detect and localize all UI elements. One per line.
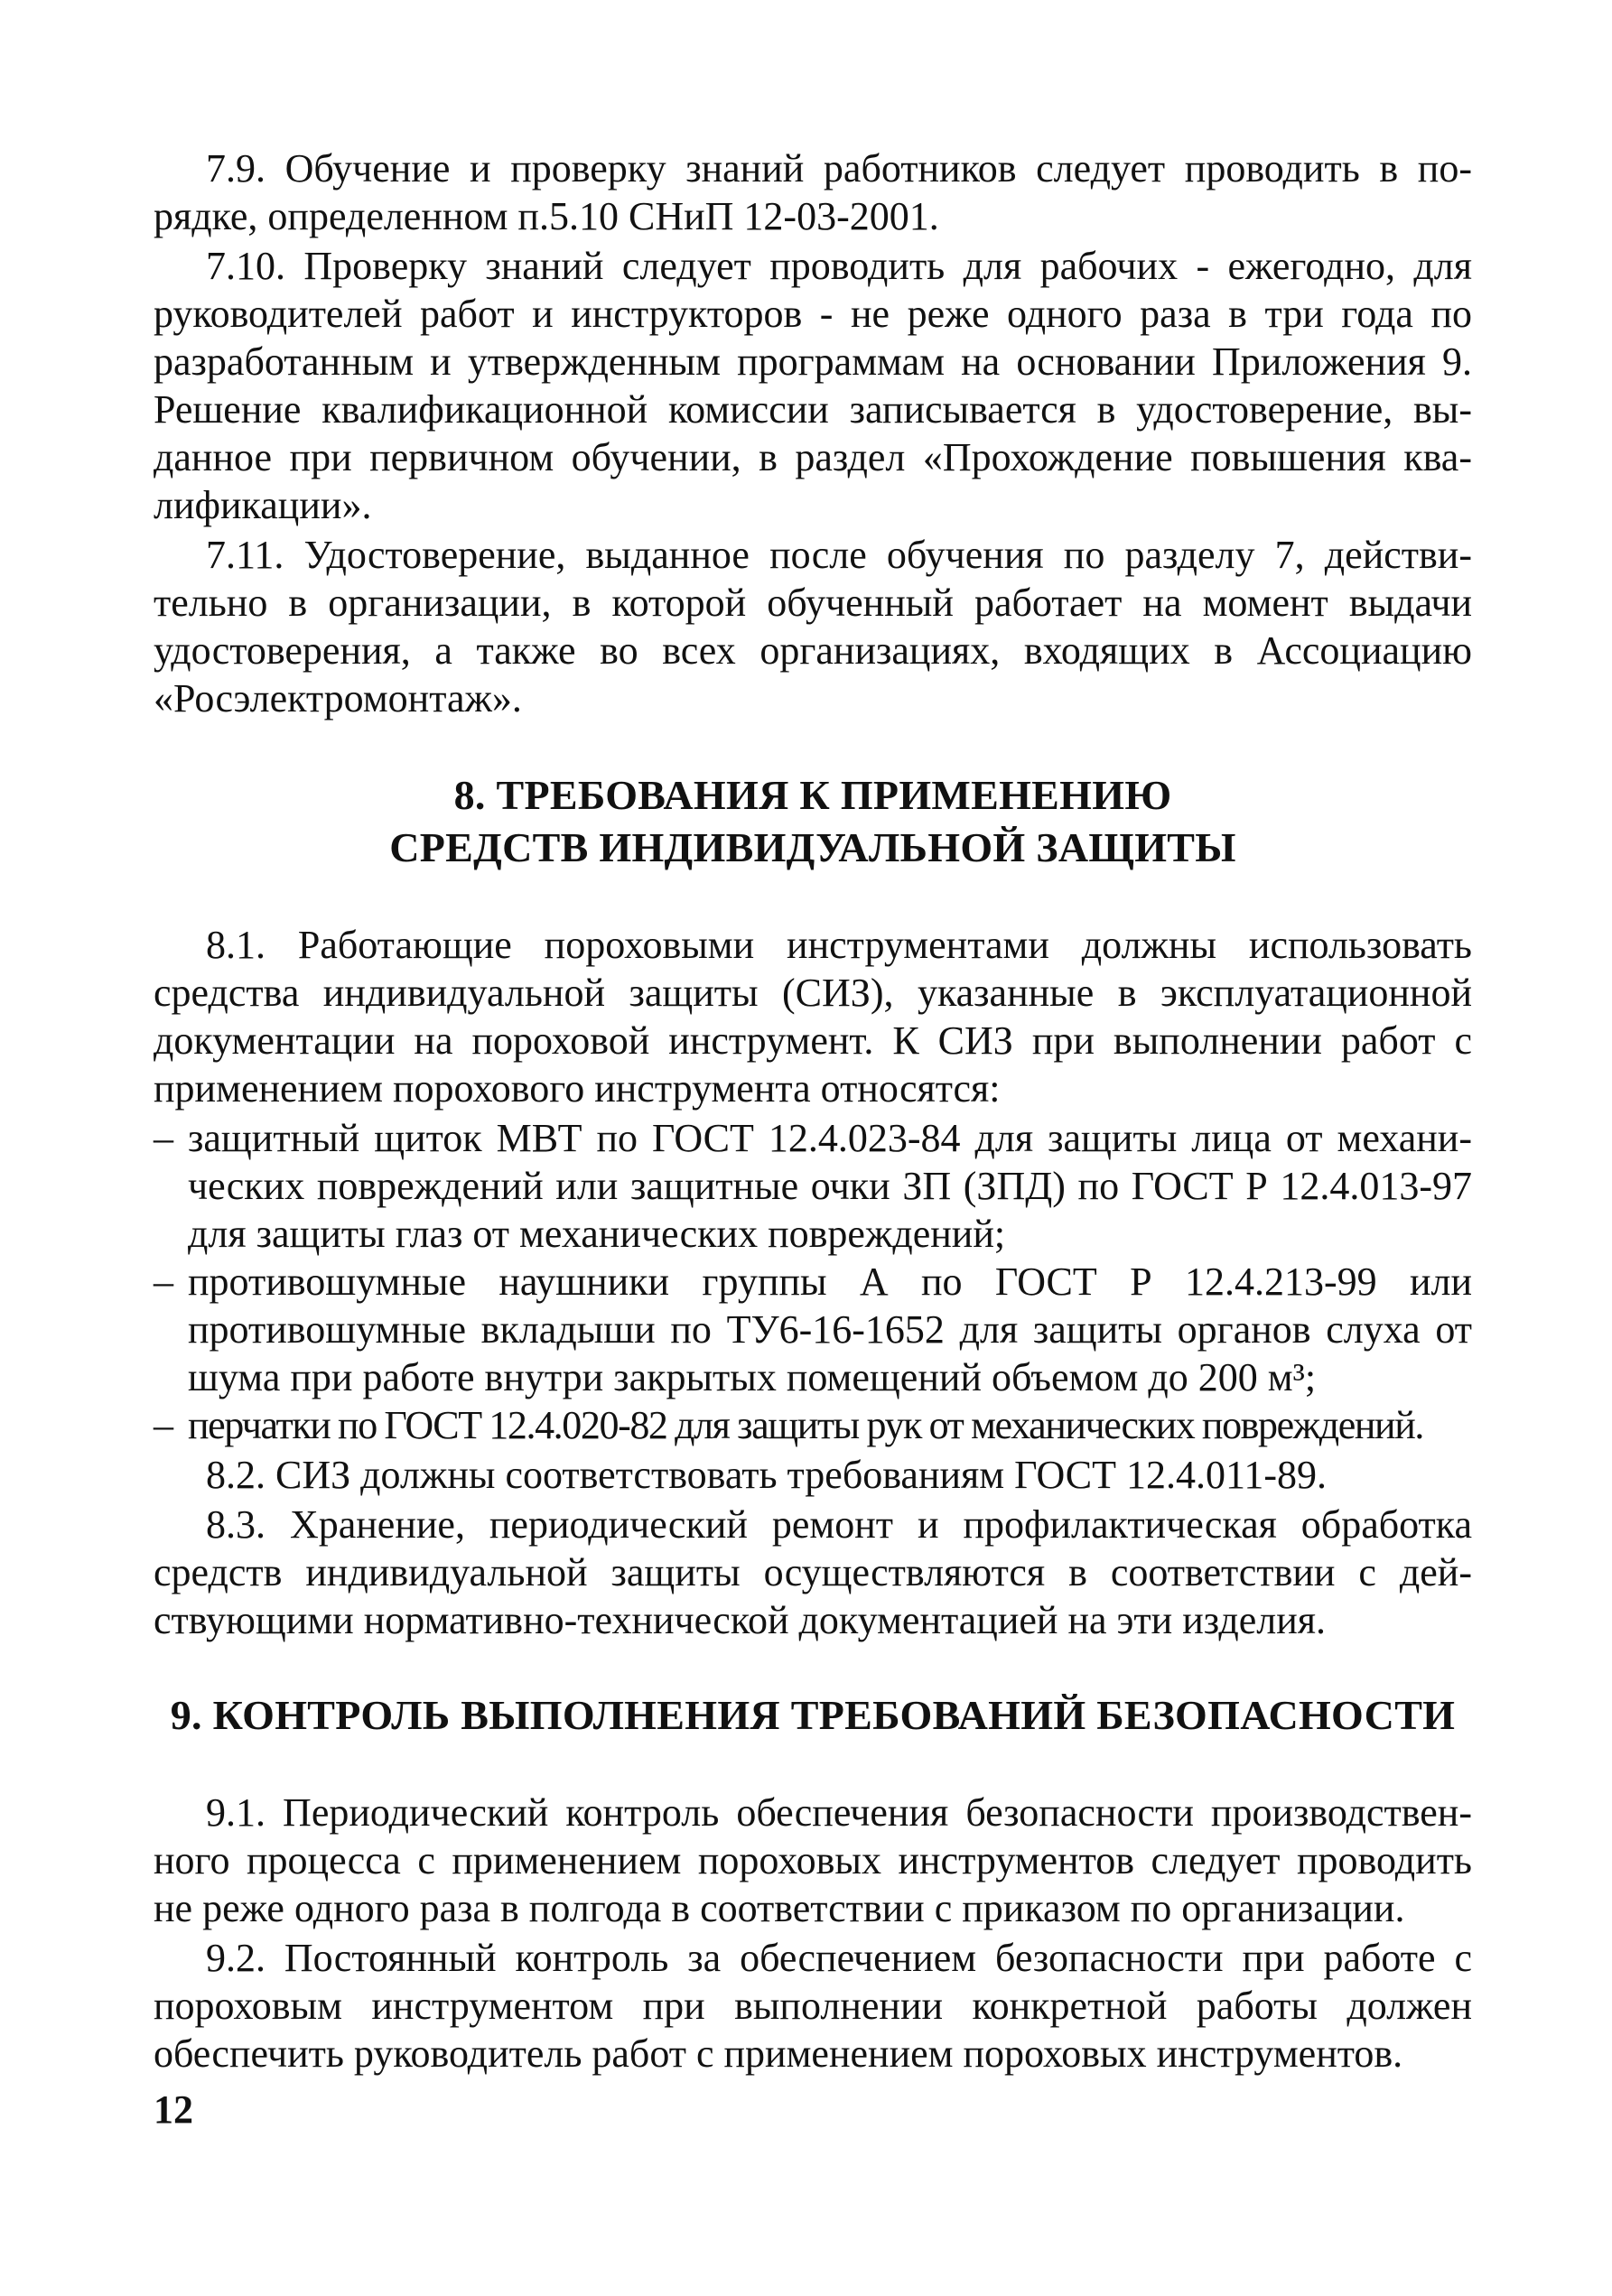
paragraph-7-9: 7.9. Обучение и проверку знаний работников следует проводить в порядке, определенном п.5.10 СНиП 12-03-2001.	[154, 146, 1472, 238]
list-dash: –	[154, 1260, 173, 1304]
ppe-list-item	[154, 1401, 1472, 1449]
section-8-heading-line-1: 8. ТРЕБОВАНИЯ К ПРИМЕНЕНИЮ	[453, 772, 1172, 818]
ppe-list	[154, 1114, 1472, 1449]
paragraph-8-3: 8.3. Хранение, периодический ремонт и профилактическая обработка средств индивидуальной защиты осуществляются в соответствии с действующими нормативно-технической документацией на эти изделия.	[154, 1502, 1472, 1642]
list-dash: –	[154, 1403, 172, 1447]
section-9-heading: 9. КОНТРОЛЬ ВЫПОЛНЕНИЯ ТРЕБОВАНИЙ БЕЗОПАСНОСТИ	[170, 1692, 1456, 1738]
section-8-heading	[154, 769, 1472, 874]
document-page	[154, 144, 1472, 2079]
ppe-list-item-text: защитный щиток МВТ по ГОСТ 12.4.023-84 для защиты лица от механических повреждений или защитные очки ЗП (ЗПД) по ГОСТ Р 12.4.013-97 для защиты глаз от механических повреждений;	[188, 1116, 1472, 1256]
list-dash: –	[154, 1116, 173, 1160]
ppe-list-item	[154, 1258, 1472, 1401]
ppe-list-item	[154, 1114, 1472, 1258]
section-8-heading-line-2: СРЕДСТВ ИНДИВИДУАЛЬНОЙ ЗАЩИТЫ	[389, 824, 1236, 870]
ppe-list-item-text: перчатки по ГОСТ 12.4.020-82 для защиты рук от механических повреждений.	[188, 1403, 1423, 1447]
paragraph-7-11: 7.11. Удостоверение, выданное после обучения по разделу 7, действительно в организации, в которой обученный работает на момент выдачи удостоверения, а также во всех организациях, входящих в Ассоциацию «Росэлектромонтаж».	[154, 533, 1472, 720]
paragraph-7-10: 7.10. Проверку знаний следует проводить для рабочих - ежегодно, для руководителей работ и инструкторов - не реже одного раза в три года по разработанным и утвержденным программам на основании Приложения 9. Решение квалификационной комиссии записывается в удостоверение, выданное при первичном обучении, в раздел «Прохождение повышения квалификации».	[154, 244, 1472, 527]
paragraph-9-2: 9.2. Постоянный контроль за обеспечением безопасности при работе с пороховым инструментом при выполнении конкретной работы должен обеспечить руководитель работ с применением пороховых инструментов.	[154, 1936, 1472, 2076]
page-number: 12	[154, 2087, 193, 2132]
paragraph-8-1: 8.1. Работающие пороховыми инструментами должны использовать средства индивидуальной защиты (СИЗ), указанные в эксплуатационной документации на пороховой инструмент. К СИЗ при выполнении работ с применением порохового инструмента относятся:	[154, 923, 1472, 1111]
ppe-list-item-text: противошумные наушники группы А по ГОСТ Р 12.4.213-99 или противошумные вкладыши по ТУ6-16-1652 для защиты органов слуха от шума при работе внутри закрытых помещений объемом до 200 м³;	[188, 1260, 1472, 1399]
paragraph-9-1: 9.1. Периодический контроль обеспечения безопасности производственного процесса с применением пороховых инструментов следует проводить не реже одного раза в полгода в соответствии с приказом по организации.	[154, 1790, 1472, 1930]
paragraph-8-2: 8.2. СИЗ должны соответствовать требованиям ГОСТ 12.4.011-89.	[206, 1453, 1328, 1497]
